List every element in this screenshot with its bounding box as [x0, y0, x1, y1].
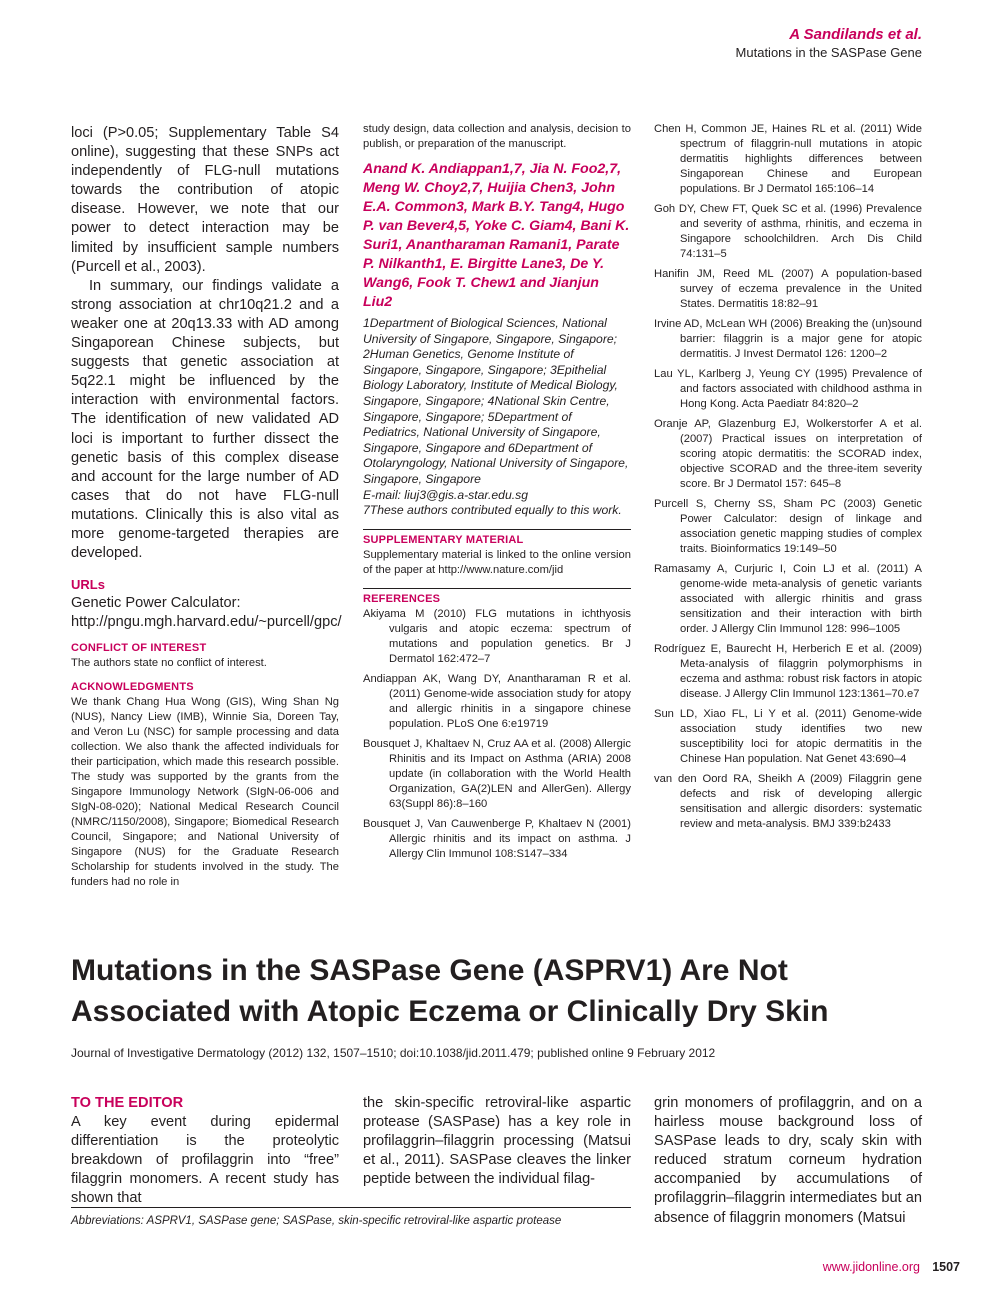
- reference-item: Irvine AD, McLean WH (2006) Breaking the (un)sound barrier: filaggrin is a major gene for atopic dermatitis. J Invest Dermatol 126: 1200–2: [654, 318, 923, 360]
- reference-item: Oranje AP, Glazenburg EJ, Wolkerstorfer A et al. (2007) Practical issues on interpretation of scoring atopic dermatitis: the SCORAD index, objective SCORAD and the three-item severity score. Br J Dermatol 157: 645–8: [654, 418, 922, 490]
- reference-item: Akiyama M (2010) FLG mutations in ichthyosis vulgaris and atopic eczema: spectrum of mutations and population genetics. Br J Dermatol 162:472–7: [363, 607, 631, 665]
- reference-item: Hanifin JM, Reed ML (2007) A population-based survey of eczema prevalence in the United States. Dermatitis 18:82–91: [654, 268, 922, 310]
- body-paragraph: grin monomers of profilaggrin, and on a hairless mouse background loss of SASPase leads to dry, scaly skin with reduced stratum corneum hydration accompanied by accumulations of profilaggrin–filaggrin intermediates but an absence of filaggrin monomers (Matsui: [654, 1095, 922, 1226]
- column-right: [654, 122, 922, 837]
- article-column-middle: [363, 1094, 631, 1189]
- divider: [363, 588, 631, 589]
- conflict-text: The authors state no conflict of interest.: [71, 657, 267, 670]
- reference-item: Purcell S, Cherny SS, Sham PC (2003) Genetic Power Calculator: design of linkage and association genetic mapping studies of complex traits. Bioinformatics 19:149–50: [654, 498, 922, 555]
- urls-text: Genetic Power Calculator: http://pngu.mgh.harvard.edu/~purcell/gpc/: [71, 595, 342, 631]
- column-left: [71, 124, 342, 890]
- divider: [363, 529, 631, 530]
- page-number: 1507: [932, 1260, 960, 1274]
- acknowledgments-text: We thank Chang Hua Wong (GIS), Wing Shan Ng (NUS), Nancy Liew (IMB), Winnie Sia, Doreen Tay, and Veron Lu (NSC) for sample processing and data collection. We also thank the affected individuals for their participation, which made this research possible. The study was supported by the grants from the Singapore Immunology Network (SIgN-06-006 and SIgN-08-020); National Medical Research Council (NMRC/1150/2008), Singapore; Biomedical Research Council, Singapore; and National University of Singapore (NUS) for the Graduate Research Scholarship for students involved in the study. The funders had no role in: [71, 696, 339, 889]
- journal-url[interactable]: www.jidonline.org: [822, 1260, 920, 1274]
- to-the-editor-heading: TO THE EDITOR: [71, 1095, 184, 1111]
- column-middle: [363, 122, 631, 867]
- running-header-author: A Sandilands et al.: [789, 26, 922, 43]
- reference-item: Bousquet J, Khaltaev N, Cruz AA et al. (2008) Allergic Rhinitis and its Impact on Asthma (ARIA) 2008 update (in collaboration with the World Health Organization, GA(2)LEN and AllerGen). Allergy 63(Suppl 86):8–160: [363, 737, 631, 810]
- abbreviations-footnote: Abbreviations: ASPRV1, SASPase gene; SASPase, skin-specific retroviral-like aspartic protease: [71, 1215, 562, 1227]
- running-header-title: Mutations in the SASPase Gene: [735, 45, 922, 60]
- reference-item: Andiappan AK, Wang DY, Anantharaman R et al. (2011) Genome-wide association study for atopy and allergic rhinitis in a singapore chinese population. PLoS One 6:e19719: [363, 672, 631, 730]
- body-paragraph: A key event during epidermal differentiation is the proteolytic breakdown of profilaggrin into “free” filaggrin monomers. A recent study has shown that: [71, 1114, 339, 1207]
- email-line: E-mail: liuj3@gis.a-star.edu.sg: [363, 487, 529, 502]
- acknowledgments-heading: ACKNOWLEDGMENTS: [71, 681, 194, 694]
- contribution-note: 7These authors contributed equally to this work.: [363, 503, 622, 518]
- supplementary-text: Supplementary material is linked to the online version of the paper at http://www.nature.com/jid: [363, 548, 631, 576]
- body-paragraph: study design, data collection and analysis, decision to publish, or preparation of the manuscript.: [363, 123, 631, 150]
- article-column-right: [654, 1094, 922, 1228]
- article-column-left: [71, 1094, 339, 1208]
- reference-item: Lau YL, Karlberg J, Yeung CY (1995) Prevalence of and factors associated with childhood asthma in Hong Kong. Acta Paediatr 84:820–2: [654, 368, 922, 410]
- supplementary-heading: SUPPLEMENTARY MATERIAL: [363, 533, 524, 546]
- conflict-heading: CONFLICT OF INTEREST: [71, 642, 207, 655]
- affiliations: 1Department of Biological Sciences, National University of Singapore, Singapore, Singapore; 2Human Genetics, Genome Institute of Singapore, Singapore, Singapore; 3Epithelial Biology Laboratory, Institute of Medical Biology, Singapore, Singapore; 4National Skin Centre, Singapore, Singapore; 5Department of Pediatrics, National University of Singapore, Singapore, Singapore and 6Department of Otolaryngology, National University of Singapore, Singapore, Singapore: [363, 316, 629, 486]
- body-paragraph: In summary, our findings validate a strong association at chr10q21.2 and a weaker one at 20q13.33 with AD among Singaporean Chinese subjects, but suggests that genetic association at 5q22.1 might be influenced by the interaction with environmental factors. The identification of new validated AD loci is important to further dissect the genetic basis of this complex disease and account for the large number of AD cases that do not have FLG-null mutations. Clinically this is also vital as more genome-targeted therapies are developed.: [71, 277, 339, 562]
- reference-item: Rodríguez E, Baurecht H, Herberich E et al. (2009) Meta-analysis of filaggrin polymorphisms in eczema and asthma: robust risk factors in atopic disease. J Allergy Clin Immunol 123:1361–70.e7: [654, 643, 922, 700]
- references-heading: REFERENCES: [363, 592, 441, 605]
- reference-item: Goh DY, Chew FT, Quek SC et al. (1996) Prevalence and severity of asthma, rhinitis, and eczema in Singapore schoolchildren. Arch Dis Child 74:131–5: [654, 203, 922, 260]
- urls-heading: URLs: [71, 577, 105, 593]
- reference-item: van den Oord RA, Sheikh A (2009) Filaggrin gene defects and risk of developing allergic sensitisation and allergic disorders: systematic review and meta-analysis. BMJ 339:b2433: [654, 773, 922, 830]
- reference-item: Chen H, Common JE, Haines RL et al. (2011) Wide spectrum of filaggrin-null mutations in atopic dermatitis highlights differences between Singaporean Chinese and European populations. Br J Dermatol 165:106–14: [654, 123, 922, 195]
- article-title: Mutations in the SASPase Gene (ASPRV1) Are Not Associated with Atopic Eczema or Clinically Dry Skin: [71, 954, 829, 1028]
- body-paragraph: the skin-specific retroviral-like aspartic protease (SASPase) has a key role in profilaggrin–filaggrin processing (Matsui et al., 2011). SASPase cleaves the linker peptide between the individual filag-: [363, 1095, 631, 1188]
- article-citation: Journal of Investigative Dermatology (2012) 132, 1507–1510; doi:10.1038/jid.2011.479; published online 9 February 2012: [71, 1046, 716, 1060]
- reference-item: Bousquet J, Van Cauwenberge P, Khaltaev N (2001) Allergic rhinitis and its impact on asthma. J Allergy Clin Immunol 108:S147–334: [363, 817, 631, 860]
- reference-item: Ramasamy A, Curjuric I, Coin LJ et al. (2011) A genome-wide meta-analysis of genetic variants associated with allergic rhinitis and grass sensitization and their interaction with birth order. J Allergy Clin Immunol 128: 996–1005: [654, 563, 922, 635]
- author-list: Anand K. Andiappan1,7, Jia N. Foo2,7, Meng W. Choy2,7, Huijia Chen3, John E.A. Common3, Mark B.Y. Tang4, Hugo P. van Bever4,5, Yoke C. Giam4, Bani K. Suri1, Anantharaman Ramani1, Parate P. Nilkanth1, E. Birgitte Lane3, De Y. Wang6, Fook T. Chew1 and Jianjun Liu2: [363, 161, 630, 310]
- reference-item: Sun LD, Xiao FL, Li Y et al. (2011) Genome-wide association study identifies two new susceptibility loci for atopic dermatitis in the Chinese Han population. Nat Genet 43:690–4: [654, 708, 922, 765]
- body-paragraph: loci (P>0.05; Supplementary Table S4 online), suggesting that these SNPs act independently of FLG-null mutations towards the contribution of atopic disease. However, we note that our power to detect interaction may be limited by insufficient sample numbers (Purcell et al., 2003).: [71, 125, 339, 275]
- footnote-divider: [71, 1207, 631, 1208]
